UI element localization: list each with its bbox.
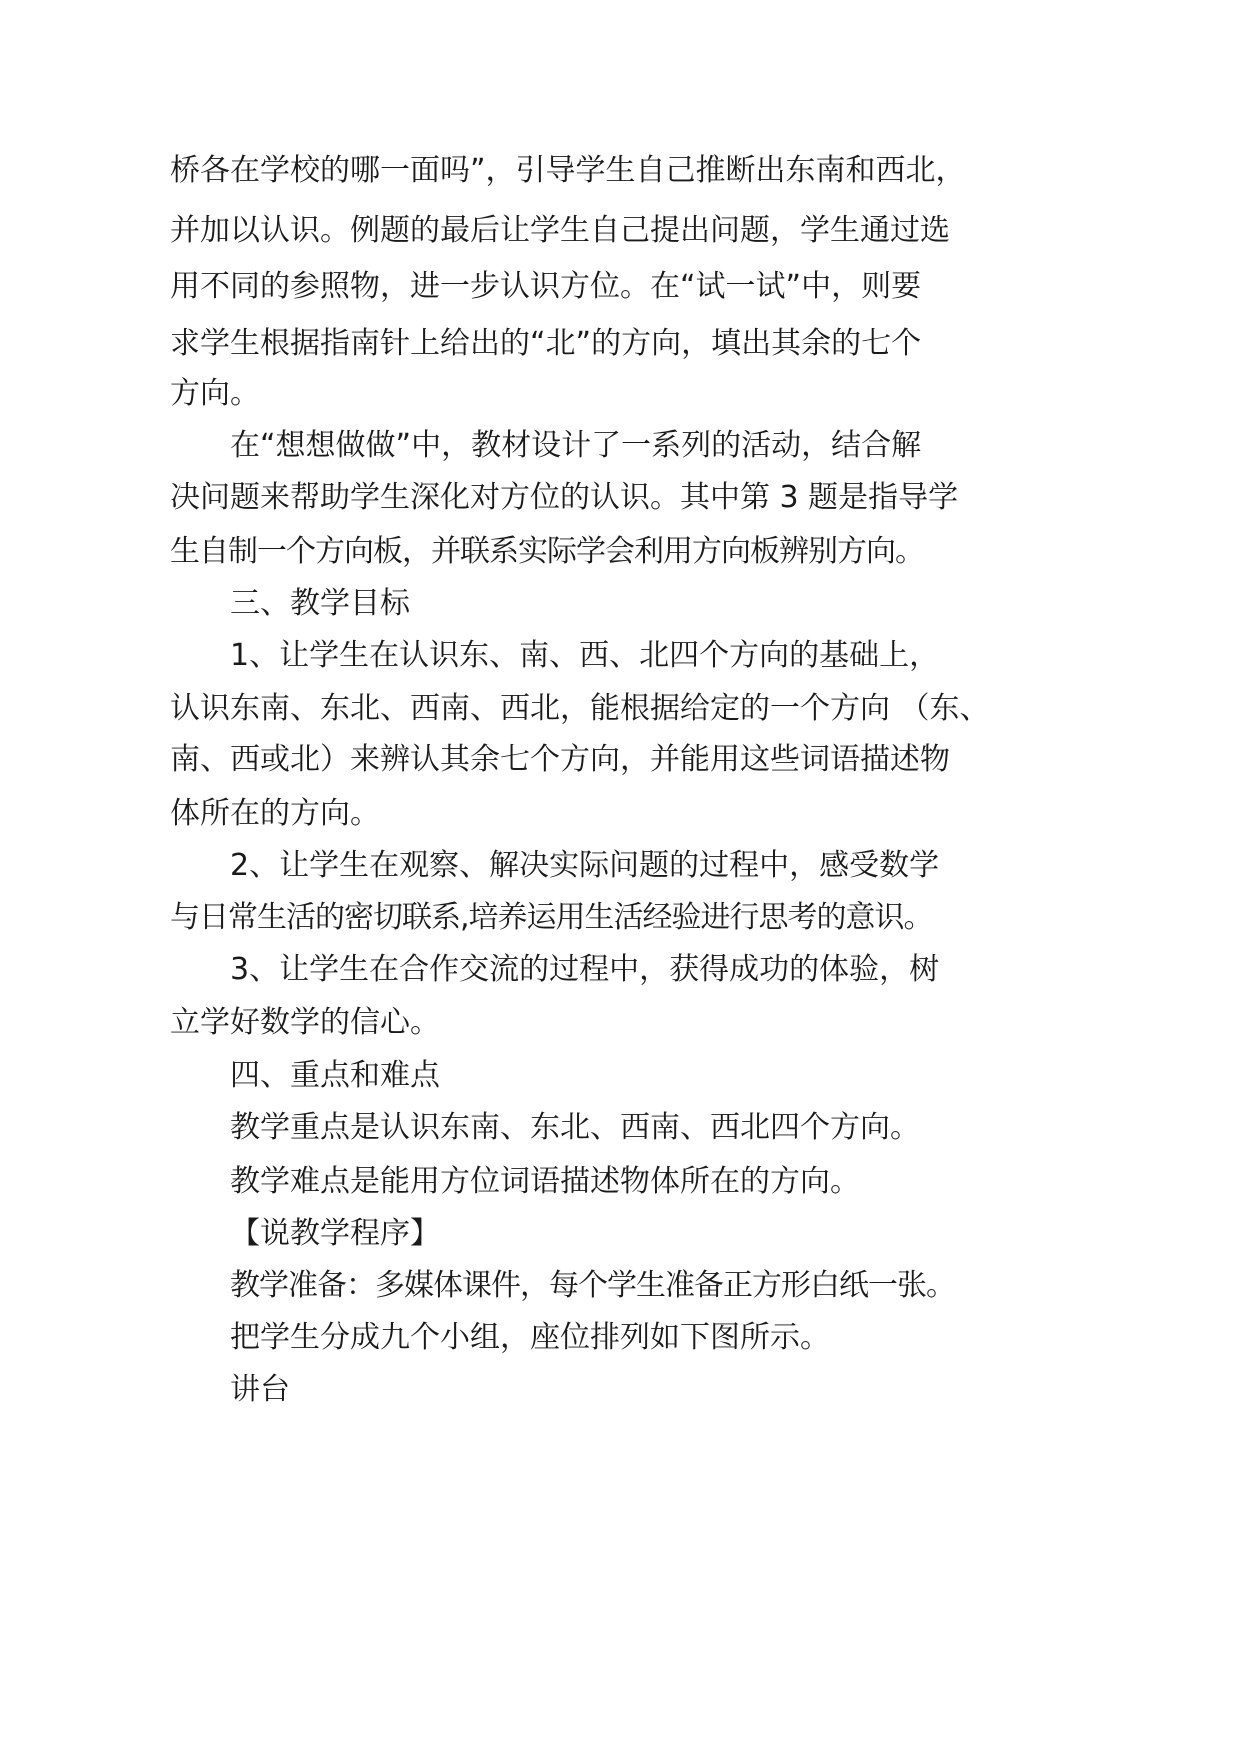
text-line: 教学难点是能用方位词语描述物体所在的方向。 <box>230 1164 860 1199</box>
text-line: 在“想想做做”中，教材设计了一系列的活动，结合解 <box>230 428 922 463</box>
text-line: 3、让学生在合作交流的过程中，获得成功的体验，树 <box>230 952 940 987</box>
text-line: 与日常生活的密切联系,培养运用生活经验进行思考的意识。 <box>170 900 933 935</box>
text-line: 并加以认识。例题的最后让学生自己提出问题，学生通过选 <box>170 213 950 248</box>
section-heading: 【说教学程序】 <box>230 1216 440 1251</box>
text-line: 认识东南、东北、西南、西北，能根据给定的一个方向 （东、 <box>170 691 990 726</box>
text-line: 体所在的方向。 <box>170 796 380 831</box>
text-line: 教学重点是认识东南、东北、西南、西北四个方向。 <box>230 1110 920 1145</box>
text-line: 讲台 <box>230 1372 290 1407</box>
text-line: 南、西或北）来辨认其余七个方向，并能用这些词语描述物 <box>170 742 950 777</box>
section-heading: 三、教学目标 <box>230 586 410 621</box>
text-line: 桥各在学校的哪一面吗”，引导学生自己推断出东南和西北， <box>170 153 966 188</box>
text-line: 方向。 <box>170 376 260 411</box>
text-line: 用不同的参照物，进一步认识方位。在“试一试”中，则要 <box>170 269 922 304</box>
text-line: 2、让学生在观察、解决实际问题的过程中，感受数学 <box>230 848 940 883</box>
text-line: 教学准备：多媒体课件，每个学生准备正方形白纸一张。 <box>230 1268 955 1303</box>
text-line: 1、让学生在认识东、南、西、北四个方向的基础上， <box>230 638 940 673</box>
section-heading: 四、重点和难点 <box>230 1058 440 1093</box>
text-line: 把学生分成九个小组，座位排列如下图所示。 <box>230 1320 830 1355</box>
text-line: 求学生根据指南针上给出的“北”的方向，填出其余的七个 <box>170 326 922 361</box>
text-line: 生自制一个方向板，并联系实际学会利用方向板辨别方向。 <box>170 534 924 569</box>
text-line: 立学好数学的信心。 <box>170 1005 440 1040</box>
text-line: 决问题来帮助学生深化对方位的认识。其中第 3 题是指导学 <box>170 480 959 515</box>
